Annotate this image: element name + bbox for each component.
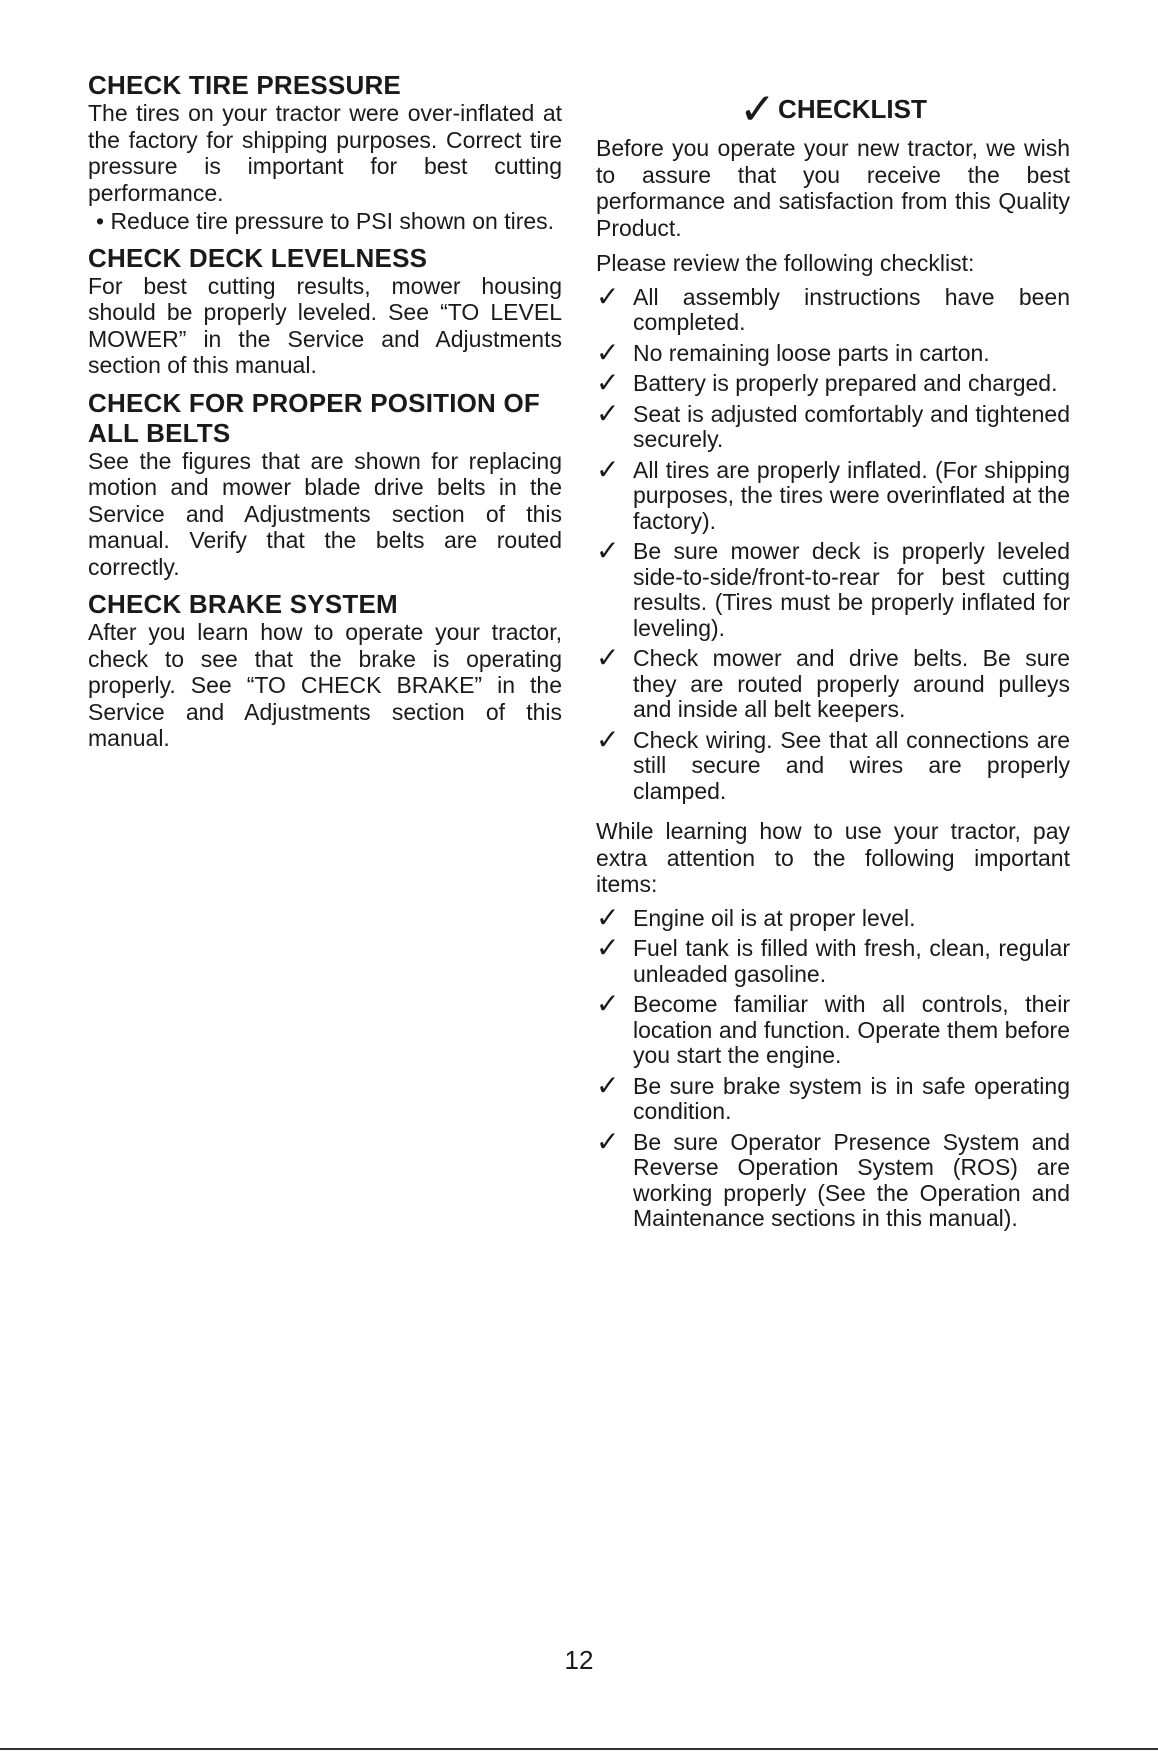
checkmark-icon: ✓ bbox=[739, 85, 777, 134]
checklist-title-text: CHECKLIST bbox=[778, 94, 927, 124]
list-item-text: Check mower and drive belts. Be sure they are routed properly around pulleys and inside all belt keepers. bbox=[633, 645, 1070, 722]
section-heading: CHECK TIRE PRESSURE bbox=[88, 70, 401, 100]
list-item bbox=[596, 1125, 1070, 1232]
list-item-text: Be sure mower deck is properly leveled side-to-side/front-to-rear for best cutting results. (Tires must be properly inflated for leveling). bbox=[633, 538, 1070, 641]
section-paragraph: For best cutting results, mower housing should be properly leveled. See “TO LEVEL MOWER” in the Service and Adjustments section of this manual. bbox=[88, 272, 562, 378]
list-item bbox=[596, 932, 1070, 987]
section-heading: CHECK FOR PROPER POSITION OF ALL BELTS bbox=[88, 387, 540, 448]
right-column bbox=[596, 85, 1070, 1246]
learning-prompt: While learning how to use your tractor, pay extra attention to the following important items: bbox=[596, 818, 1070, 897]
list-item-text: Be sure Operator Presence System and Reverse Operation System (ROS) are working properly (See the Operation and Maintenance sections in this manual). bbox=[633, 1128, 1070, 1231]
list-item-text: Check wiring. See that all connections are still secure and wires are properly clamped. bbox=[633, 726, 1070, 804]
review-prompt: Please review the following checklist: bbox=[596, 250, 975, 276]
section-belts bbox=[88, 388, 562, 581]
checkmark-icon: ✓ bbox=[596, 932, 620, 963]
checkmark-icon: ✓ bbox=[596, 642, 620, 673]
list-item bbox=[596, 723, 1070, 805]
list-item bbox=[596, 453, 1070, 535]
checklist-title bbox=[596, 85, 1070, 134]
checkmark-icon: ✓ bbox=[596, 535, 620, 566]
section-heading: CHECK DECK LEVELNESS bbox=[88, 242, 428, 273]
checkmark-icon: ✓ bbox=[596, 336, 620, 368]
section-paragraph: See the figures that are shown for replacing motion and mower blade drive belts in the Service and Adjustments section of this manual. Verify that the belts are routed correctly. bbox=[88, 447, 562, 580]
checkmark-icon: ✓ bbox=[596, 1125, 620, 1157]
section-paragraph: The tires on your tractor were over-inflated at the factory for shipping purposes. Correct tire pressure is important for best cutting performance. bbox=[88, 100, 562, 206]
list-item bbox=[596, 642, 1070, 723]
checklist bbox=[596, 280, 1070, 805]
list-item-text: Become familiar with all controls, their location and function. Operate them before you start the engine. bbox=[633, 991, 1070, 1068]
page-number: 12 bbox=[564, 1645, 594, 1675]
left-column bbox=[88, 70, 562, 761]
important-items-list bbox=[596, 901, 1070, 1232]
list-item-text: Engine oil is at proper level. bbox=[633, 904, 916, 931]
list-item-text: Be sure brake system is in safe operating condition. bbox=[633, 1072, 1070, 1124]
checkmark-icon: ✓ bbox=[596, 988, 620, 1019]
list-item-text: Fuel tank is filled with fresh, clean, regular unleaded gasoline. bbox=[633, 935, 1070, 987]
list-item bbox=[596, 535, 1070, 641]
list-item bbox=[596, 901, 1070, 933]
checkmark-icon: ✓ bbox=[596, 397, 620, 429]
checkmark-icon: ✓ bbox=[596, 453, 620, 485]
section-paragraph: After you learn how to operate your tractor, check to see that the brake is operating properly. See “TO CHECK BRAKE” in the Service and Adjustments section of this manual. bbox=[88, 619, 562, 751]
list-item bbox=[596, 1069, 1070, 1125]
section-heading: CHECK BRAKE SYSTEM bbox=[88, 589, 398, 619]
list-item bbox=[596, 367, 1070, 398]
checkmark-icon: ✓ bbox=[596, 723, 620, 755]
list-item-text: Seat is adjusted comfortably and tightened securely. bbox=[633, 400, 1070, 452]
list-item bbox=[596, 336, 1070, 368]
section-tire-pressure bbox=[88, 70, 562, 235]
list-item-text: All tires are properly inflated. (For shipping purposes, the tires were overinflated at the factory). bbox=[633, 456, 1070, 534]
bottom-divider bbox=[0, 1748, 1158, 1750]
checklist-intro: Before you operate your new tractor, we wish to assure that you receive the best performance and satisfaction from this Quality Product. bbox=[596, 135, 1070, 241]
section-brake-system bbox=[88, 589, 562, 752]
bullet-item: • Reduce tire pressure to PSI shown on tires. bbox=[96, 208, 555, 234]
checkmark-icon: ✓ bbox=[596, 901, 620, 933]
checkmark-icon: ✓ bbox=[596, 280, 620, 312]
checkmark-icon: ✓ bbox=[596, 367, 620, 398]
list-item-text: No remaining loose parts in carton. bbox=[633, 339, 990, 366]
list-item bbox=[596, 397, 1070, 453]
checkmark-icon: ✓ bbox=[596, 1069, 620, 1101]
section-deck-levelness bbox=[88, 243, 562, 379]
list-item bbox=[596, 280, 1070, 336]
list-item-text: All assembly instructions have been completed. bbox=[633, 283, 1070, 335]
list-item-text: Battery is properly prepared and charged. bbox=[633, 370, 1058, 396]
list-item bbox=[596, 988, 1070, 1069]
